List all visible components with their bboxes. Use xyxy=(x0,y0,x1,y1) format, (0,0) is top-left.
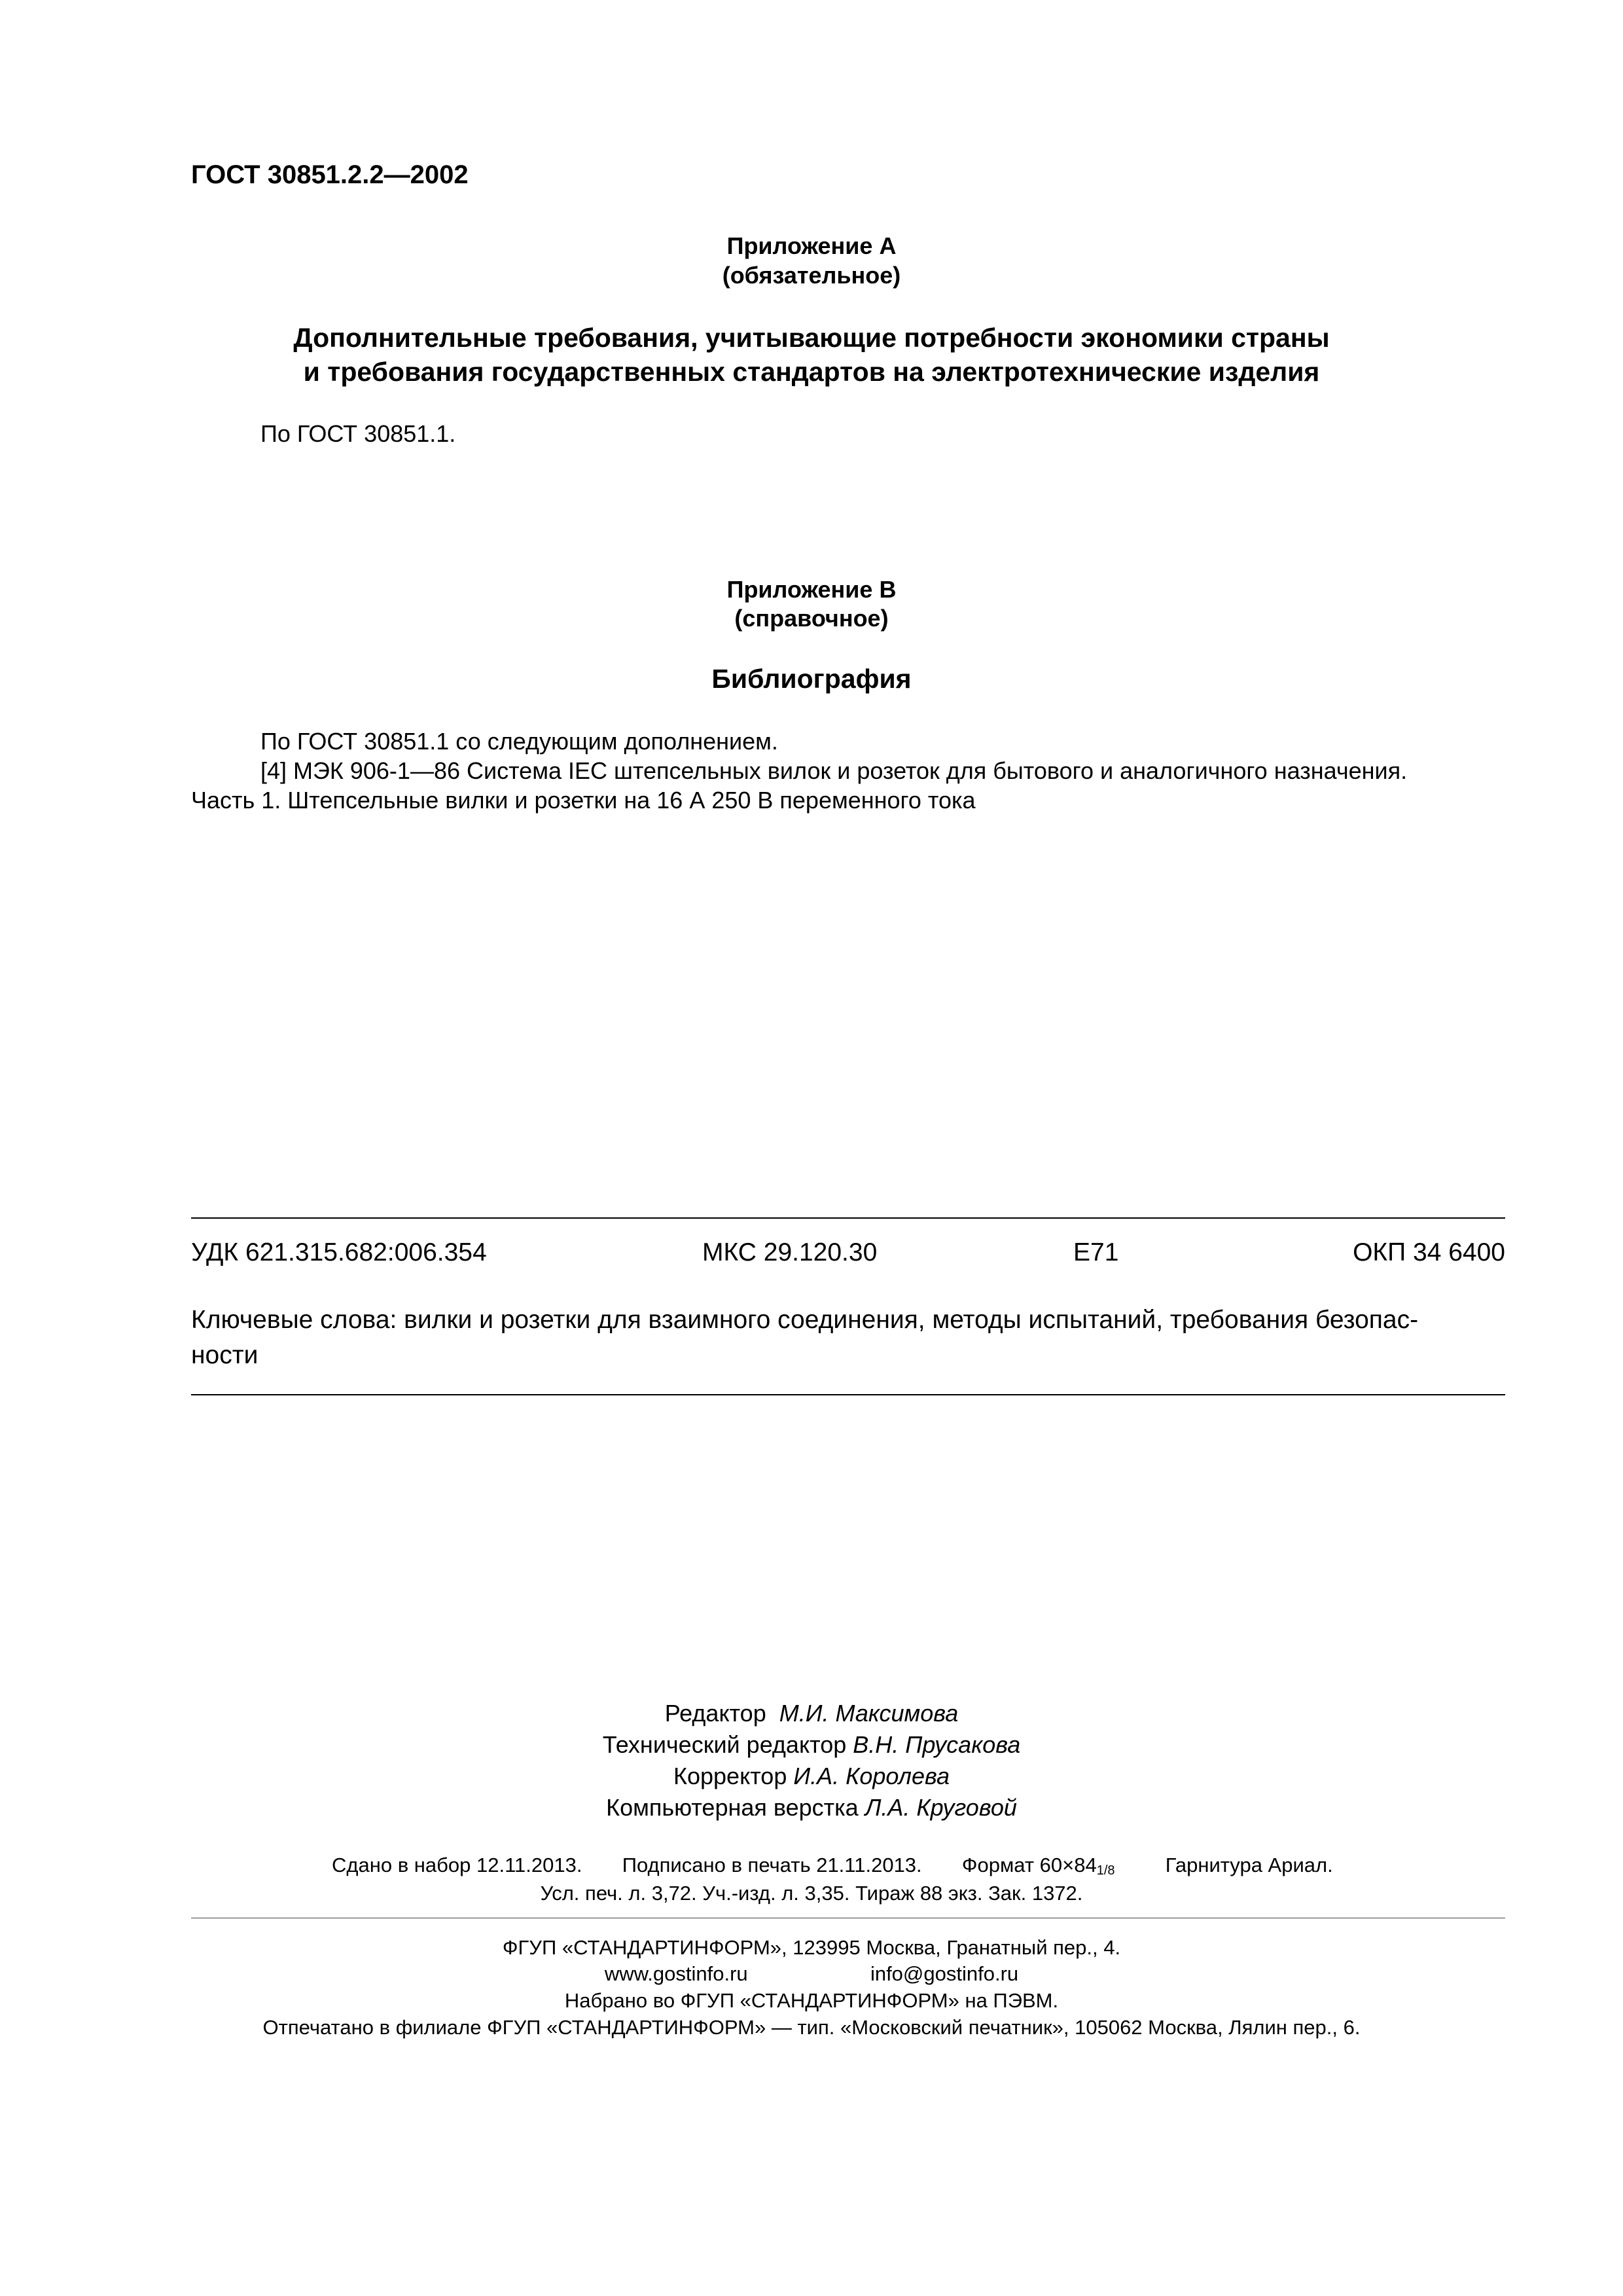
imprint-line1 xyxy=(332,1854,1333,1877)
publisher-website-link[interactable]: www.gostinfo.ru xyxy=(604,1962,748,1985)
credit-role: Редактор xyxy=(664,1700,766,1727)
imprint-format-fraction: 1/8 xyxy=(1096,1863,1115,1878)
credit-name: И.А. Королева xyxy=(793,1763,950,1789)
appendix-a-heading-line1: Дополнительные требования, учитывающие потребности экономики страны xyxy=(293,323,1330,353)
imprint-line2: Усл. печ. л. 3,72. Уч.-изд. л. 3,35. Тираж 88 экз. Зак. 1372. xyxy=(540,1882,1083,1905)
credit-name: М.И. Максимова xyxy=(779,1700,959,1727)
keywords xyxy=(191,1302,1505,1373)
credit-layout xyxy=(0,1794,1623,1821)
publisher-email-link[interactable]: info@gostinfo.ru xyxy=(870,1962,1019,1985)
appendix-a-heading-line2: и требования государственных стандартов на электротехнические изделия xyxy=(303,357,1320,387)
credit-proofreader xyxy=(0,1763,1623,1790)
bibliography-intro: По ГОСТ 30851.1 со следующим дополнением. xyxy=(260,728,778,755)
credit-role: Компьютерная верстка xyxy=(606,1794,859,1821)
imprint-typeset-date: Сдано в набор 12.11.2013. xyxy=(332,1854,582,1876)
e-code: Е71 xyxy=(1073,1238,1119,1266)
udk-code: УДК 621.315.682:006.354 xyxy=(191,1238,487,1266)
credit-name: Л.А. Круговой xyxy=(865,1794,1017,1821)
publisher-contacts xyxy=(0,1962,1623,1986)
bibliography-ref-line1: [4] МЭК 906-1—86 Система IEC штепсельных вилок и розеток для бытового и аналогичного назначения. xyxy=(260,757,1408,784)
publisher-typeset: Набрано во ФГУП «СТАНДАРТИНФОРМ» на ПЭВМ. xyxy=(564,1989,1059,2012)
appendix-a-text: По ГОСТ 30851.1. xyxy=(260,420,456,447)
keywords-line2: ности xyxy=(191,1341,259,1369)
mks-code: МКС 29.120.30 xyxy=(702,1238,878,1266)
imprint-print-date: Подписано в печать 21.11.2013. xyxy=(622,1854,922,1876)
imprint-format: Формат 60×84 xyxy=(961,1854,1097,1876)
credit-editor xyxy=(0,1700,1623,1727)
publisher-printed: Отпечатано в филиале ФГУП «СТАНДАРТИНФОРМ» — тип. «Московский печатник», 105062 Москва, Лялин пер., 6. xyxy=(262,2016,1361,2039)
publisher-address: ФГУП «СТАНДАРТИНФОРМ», 123995 Москва, Гранатный пер., 4. xyxy=(502,1936,1121,1959)
credit-role: Корректор xyxy=(673,1763,787,1789)
okp-code: ОКП 34 6400 xyxy=(1353,1238,1505,1266)
appendix-b-status: (справочное) xyxy=(734,605,889,632)
appendix-a-title: Приложение А xyxy=(726,232,897,259)
credit-role: Технический редактор xyxy=(602,1731,847,1758)
imprint-typeface: Гарнитура Ариал. xyxy=(1165,1854,1333,1876)
appendix-a-status: (обязательное) xyxy=(722,262,901,289)
standard-code: ГОСТ 30851.2.2—2002 xyxy=(191,160,469,189)
keywords-line1: Ключевые слова: вилки и розетки для взаимного соединения, методы испытаний, требования безопас- xyxy=(191,1306,1419,1334)
credit-name: В.Н. Прусакова xyxy=(853,1731,1021,1758)
bibliography-ref-line2: Часть 1. Штепсельные вилки и розетки на 16 А 250 В переменного тока xyxy=(191,787,976,814)
classification-bottom-rule xyxy=(191,1394,1505,1395)
credit-tech-editor xyxy=(0,1731,1623,1759)
appendix-b-title: Приложение В xyxy=(726,576,897,603)
classification-top-rule xyxy=(191,1217,1505,1219)
appendix-b-heading: Библиография xyxy=(711,664,912,694)
